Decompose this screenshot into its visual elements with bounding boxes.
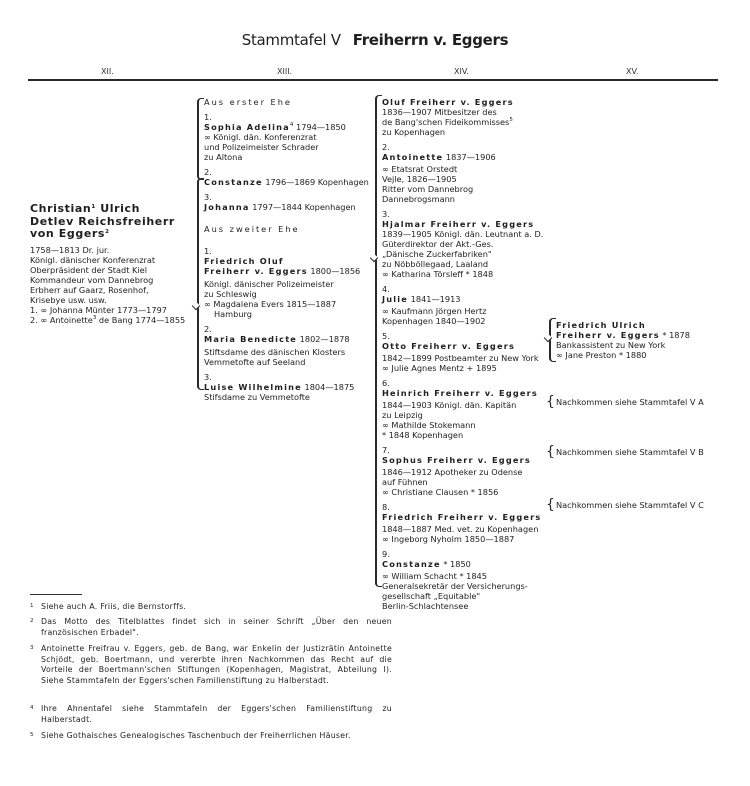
generation-label-15: XV. <box>626 67 639 76</box>
progenitor-marriage-1: 1. ∞ Johanna Münter 1773—1797 <box>30 304 167 315</box>
child-entry: 6. Heinrich Freiherr v. Eggers 1844—1903 Königl. dän. Kapitän zu Leipzig ∞ Mathilde Stokemann * 1848 Kopenhagen <box>382 378 538 440</box>
title-table-number: Stammtafel V <box>241 31 341 49</box>
child-entry: 2. Constanze 1796—1869 Kopenhagen <box>204 167 369 187</box>
child-entry: 2. Antoinette 1837—1906 ∞ Etatsrat Orstedt Vejle, 1826—1905 Ritter vom Dannebrog Dannebrogsmann <box>382 142 496 204</box>
footnote-3: 3 Antoinette Freifrau v. Eggers, geb. de Bang, war Enkelin der Justizrätin Antoinette Schjödt, geb. Boertmann, und vererbte ihren Nachkommen das Recht auf die Vorteile der Boertmann'schen Stiftungen (Kopenhagen, Magistrat, Abteilung I). Siehe Stammtafeln der Eggers'schen Familienstiftung zu Halberstadt. <box>30 644 392 685</box>
gen15-child-entry: Friedrich Ulrich Freiherr v. Eggers * 1878 Bankassistent zu New York ∞ Jane Preston * 1880 <box>556 320 690 360</box>
child-entry: 4. Julie 1841—1913 ∞ Kaufmann Jörgen Hertz Kopenhagen 1840—1902 <box>382 284 487 326</box>
brace-icon: { <box>546 497 555 513</box>
descendants-reference-a: Nachkommen siehe Stammtafel V A <box>556 397 704 407</box>
child-entry: 3. Hjalmar Freiherr v. Eggers 1839—1905 Königl. dän. Leutnant a. D. Güterdirektor der Akt.-Ges. „Dänische Zuckerfabriken" zu Nöbböllegaad, Laaland ∞ Katharina Törsleff * 1848 <box>382 209 544 279</box>
progenitor-detail: 1758—1813 Dr. jur. <box>30 244 110 255</box>
gen13-children <box>204 97 372 402</box>
progenitor-detail: Erbherr auf Gaarz, Rosenhof, <box>30 284 149 295</box>
progenitor-detail: Krisebye usw. usw. <box>30 294 107 305</box>
child-entry: 9. Constanze * 1850 ∞ William Schacht * 1845 Generalsekretär der Versicherungs- gesellschaft „Equitable" Berlin-Schlachtensee <box>382 549 528 611</box>
first-marriage-brace <box>197 100 199 178</box>
generation-label-12: XII. <box>101 67 114 76</box>
footnote-4: 4 Ihre Ahnentafel siehe Stammtafeln der Eggers'schen Familienstiftung zu Halberstadt. <box>30 704 392 724</box>
child-entry: 8. Friedrich Freiherr v. Eggers 1848—1887 Med. vet. zu Kopenhagen ∞ Ingeborg Nyholm 1850—1887 <box>382 502 542 544</box>
descendants-reference-c: Nachkommen siehe Stammtafel V C <box>556 500 704 510</box>
title-family: Freiherrn v. Eggers <box>352 31 509 49</box>
gen15-brace <box>549 320 551 360</box>
generation-label-13: XIII. <box>277 67 293 76</box>
brace-icon: { <box>546 444 555 460</box>
generation-label-14: XIV. <box>454 67 469 76</box>
gen14-children <box>382 97 550 611</box>
header-divider <box>28 79 718 81</box>
footnote-2: 2 Das Motto des Titelblattes findet sich in seiner Schrift „Über den neuen französischen Erbadel". <box>30 617 392 637</box>
second-marriage-label: Aus zweiter Ehe <box>204 224 300 234</box>
gen14-brace <box>375 97 377 585</box>
page-title <box>0 31 750 49</box>
child-entry: 3. Luise Wilhelmine 1804—1875 Stifsdame zu Vemmetofte <box>204 372 355 402</box>
progenitor-detail: Kommandeur vom Dannebrog <box>30 274 154 285</box>
child-entry: 5. Otto Freiherr v. Eggers 1842—1899 Postbeamter zu New York ∞ Julie Agnes Mentz + 1895 <box>382 331 539 373</box>
footnote-5: 5 Siehe Gothaisches Genealogisches Taschenbuch der Freiherrlichen Häuser. <box>30 731 351 740</box>
footnote-1: 1 Siehe auch A. Friis, die Bernstorffs. <box>30 602 187 611</box>
progenitor-detail: Königl. dänischer Konferenzrat <box>30 254 156 265</box>
gen13-brace <box>197 180 199 388</box>
progenitor-name: Christian$^1$ Ulrich Detlev Reichsfreiherr von Eggers$^2$ <box>30 202 175 240</box>
progenitor-detail: Oberpräsident der Stadt Kiel <box>30 264 147 275</box>
child-entry: Oluf Freiherr v. Eggers 1836—1907 Mitbesitzer des de Bang'schen Fideikommisses$^5$ zu Kopenhagen <box>382 97 514 137</box>
footnote-divider <box>30 594 82 595</box>
brace-icon: { <box>546 394 555 410</box>
child-entry: 1. Sophia Adelina$^4$ 1794—1850 ∞ Königl. dän. Konferenzrat und Polizeimeister Schrader zu Altona <box>204 112 346 162</box>
descendants-reference-b: Nachkommen siehe Stammtafel V B <box>556 447 704 457</box>
progenitor-marriage-2: 2. ∞ Antoinette$^3$ de Bang 1774—1855 <box>30 314 186 325</box>
progenitor-entry <box>30 203 200 325</box>
first-marriage-label: Aus erster Ehe <box>204 97 292 107</box>
child-entry: 3. Johanna 1797—1844 Kopenhagen <box>204 192 356 212</box>
child-entry: 7. Sophus Freiherr v. Eggers 1846—1912 Apotheker zu Odense auf Fühnen ∞ Christiane Clausen * 1856 <box>382 445 531 497</box>
child-entry: 2. Maria Benedicte 1802—1878 Stiftsdame des dänischen Klosters Vemmetofte auf Seeland <box>204 324 350 367</box>
child-entry: 1. Friedrich Oluf Freiherr v. Eggers 1800—1856 Königl. dänischer Polizeimeister zu Schleswig ∞ Magdalena Evers 1815—1887 Hamburg <box>204 246 361 319</box>
